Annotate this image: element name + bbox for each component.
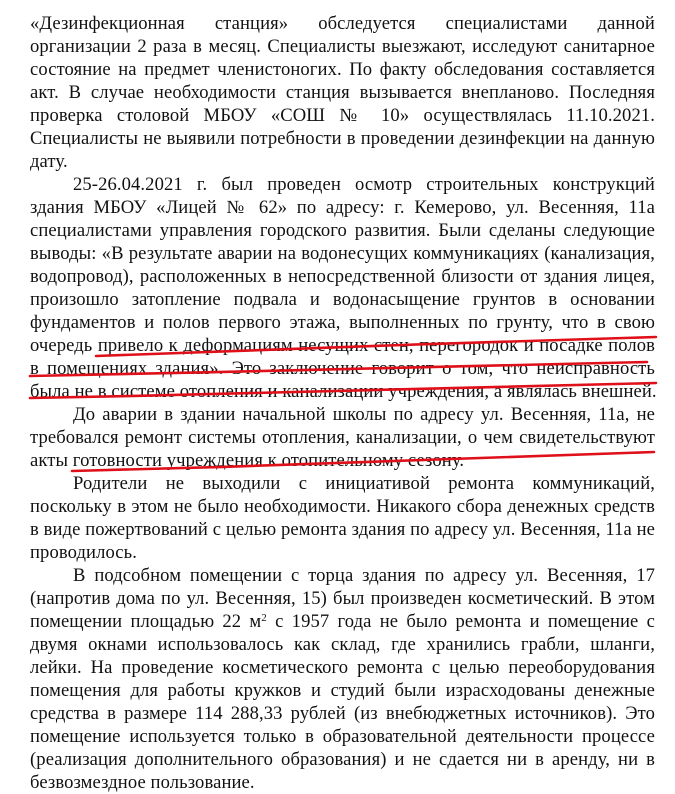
text-line bbox=[30, 610, 655, 633]
text-line: фундаментов и полов первого этажа, выполненных по грунту, что в свою bbox=[30, 312, 655, 333]
text-line: очередь привело к деформациям несущих стен, перегородок и посадке полов bbox=[30, 335, 655, 356]
text-line: требовался ремонт системы отопления, канализации, о чем свидетельствуют bbox=[30, 427, 655, 448]
text-line: проводилось. bbox=[30, 542, 137, 563]
text-line: 25-26.04.2021 г. был проведен осмотр строительных конструкций bbox=[73, 174, 655, 195]
text-line: «Дезинфекционная станция» обследуется специалистами данной bbox=[30, 13, 655, 34]
text-line: произошло затопление подвала и водонасыщение грунтов в основании bbox=[30, 289, 655, 310]
text-line: помещение используется только в образовательной деятельности процессе bbox=[30, 726, 655, 747]
text-line: В подсобном помещении с торца здания по адресу ул. Весенняя, 17 bbox=[73, 565, 655, 586]
text-line: проверка столовой МБОУ «СОШ № 10» осуществлялась 11.10.2021. bbox=[30, 105, 655, 126]
text-line: в виде пожертвований с целью ремонта здания по адресу ул. Весенняя, 11а не bbox=[30, 519, 655, 540]
text-line: (напротив дома по ул. Весенняя, 15) был произведен косметический. В этом bbox=[30, 588, 655, 609]
text-line: поскольку в этом не было необходимости. Никакого сбора денежных средств bbox=[30, 496, 655, 517]
text-line: До аварии в здании начальной школы по адресу ул. Весенняя, 11а, не bbox=[73, 404, 655, 425]
text-line: водопровод), расположенных в непосредственной близости от здания лицея, bbox=[30, 266, 655, 287]
text-line: специалистами управления городского развития. Были сделаны следующие bbox=[30, 220, 655, 241]
text-line: была не в системе отопления и канализации учреждения, а являлась внешней. bbox=[30, 381, 657, 402]
text-segment: помещении площадью 22 м bbox=[30, 611, 262, 632]
text-line: помещения для работы кружков и студий были израсходованы денежные bbox=[30, 680, 655, 701]
text-line: средства в размере 114 288,33 рублей (из внебюджетных источников). Это bbox=[30, 703, 655, 724]
text-line: состояние на предмет членистоногих. По факту обследования составляется bbox=[30, 59, 655, 80]
text-line: безвозмездное пользование. bbox=[30, 772, 255, 793]
text-segment: с 1957 года не было ремонта и помещение с bbox=[266, 611, 655, 632]
text-line: акты готовности учреждения к отопительному сезону. bbox=[30, 450, 465, 471]
text-line: двумя окнами использовалось как склад, где хранились грабли, шланги, bbox=[30, 634, 655, 655]
text-line: акт. В случае необходимости станция вызывается внепланово. Последняя bbox=[30, 82, 655, 103]
text-line: организации 2 раза в месяц. Специалисты выезжают, исследуют санитарное bbox=[30, 36, 655, 57]
superscript: 2 bbox=[261, 612, 267, 624]
text-line: здания МБОУ «Лицей № 62» по адресу: г. Кемерово, ул. Весенняя, 11а bbox=[30, 197, 655, 218]
text-line: дату. bbox=[30, 151, 68, 172]
text-line: выводы: «В результате аварии на водонесущих коммуникациях (канализация, bbox=[30, 243, 655, 264]
text-line: в помещениях здания». Это заключение говорит о том, что неисправность bbox=[30, 358, 655, 379]
text-line: лейки. На проведение косметического ремонта с целью переоборудования bbox=[30, 657, 655, 678]
text-line: (реализация дополнительного образования) и не сдается ни в аренду, ни в bbox=[30, 749, 655, 770]
text-line: Специалисты не выявили потребности в проведении дезинфекции на данную bbox=[30, 128, 655, 149]
text-line: Родители не выходили с инициативой ремонта коммуникаций, bbox=[73, 473, 655, 494]
